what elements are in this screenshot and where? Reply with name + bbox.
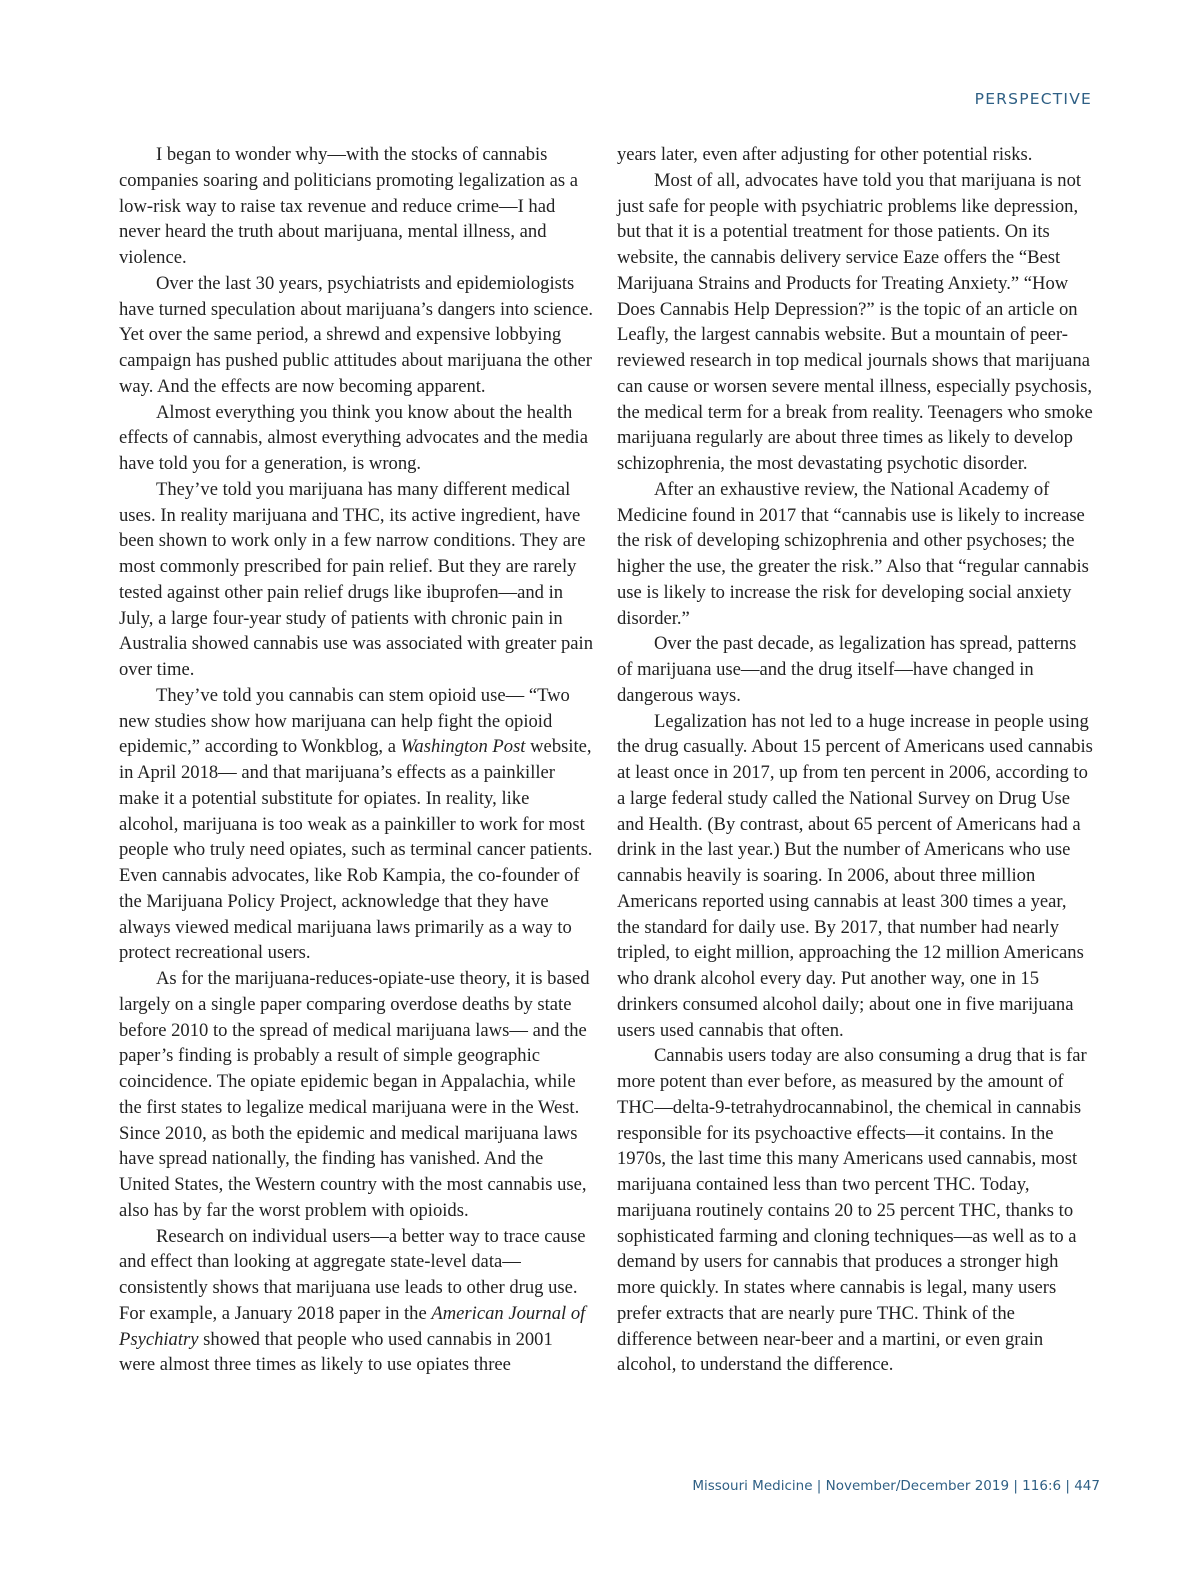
right-column <box>617 142 1093 1378</box>
paragraph: I began to wonder why—with the stocks of cannabis companies soaring and politicians promoting legalization as a low-risk way to raise tax revenue and reduce crime—I had never heard the truth about marijuana, mental illness, and violence. <box>119 144 579 268</box>
paragraph: Over the past decade, as legalization has spread, patterns of marijuana use—and the drug itself—have changed in dangerous ways. <box>617 633 1077 706</box>
paragraph-text: They’ve told you cannabis can stem opioid use— “Two new studies show how marijuana can help fight the opioid epidemic,” according to Wonkblog, a <box>119 684 570 758</box>
paragraph: Most of all, advocates have told you that marijuana is not just safe for people with psychiatric problems like depression, but that it is a potential treatment for those patients. On its website, the cannabis delivery service Eaze offers the “Best Marijuana Strains and Products for Treating Anxiety.” “How Does Cannabis Help Depression?” is the topic of an article on Leafly, the largest cannabis website. But a mountain of peer-reviewed research in top medical journals shows that marijuana can cause or worsen severe mental illness, especially psychosis, the medical term for a break from reality. Teenagers who smoke marijuana regularly are about three times as likely to develop schizophrenia, the most devastating psychotic disorder. <box>617 169 1093 474</box>
paragraph: As for the marijuana-reduces-opiate-use theory, it is based largely on a single paper comparing overdose deaths by state before 2010 to the spread of medical marijuana laws— and the paper’s finding is probably a result of simple geographic coincidence. The opiate epidemic began in Appalachia, while the first states to legalize medical marijuana were in the West. Since 2010, as both the epidemic and medical marijuana laws have spread nationally, the finding has vanished. And the United States, the Western country with the most cannabis use, also has by far the worst problem with opioids. <box>119 968 590 1221</box>
paragraph: After an exhaustive review, the National Academy of Medicine found in 2017 that “cannabis use is likely to increase the risk of developing schizophrenia and other psychoses; the higher the use, the greater the risk.” Also that “regular cannabis use is likely to increase the risk for developing social anxiety disorder.” <box>617 478 1089 629</box>
paragraph-text: website, in April 2018— and that marijuana’s effects as a painkiller make it a potential substitute for opiates. In reality, like alcohol, marijuana is too weak as a painkiller to work for most people who truly need opiates, such as terminal cancer patients. Even cannabis advocates, like Rob Kampia, the co-founder of the Marijuana Policy Project, acknowledge that they have always viewed medical marijuana laws primarily as a way to protect recreational users. <box>119 736 593 964</box>
paragraph: Legalization has not led to a huge increase in people using the drug casually. About 15 percent of Americans used cannabis at least once in 2017, up from ten percent in 2006, according to a large federal study called the National Survey on Drug Use and Health. (By contrast, about 65 percent of Americans had a drink in the last year.) But the number of Americans who use cannabis heavily is soaring. In 2006, about three million Americans reported using cannabis at least 300 times a year, the standard for daily use. By 2017, that number had nearly tripled, to eight million, approaching the 12 million Americans who drank alcohol every day. Put another way, one in 15 drinkers consumed alcohol daily; about one in five marijuana users used cannabis that often. <box>617 710 1093 1041</box>
publication-title: Washington Post <box>400 736 526 758</box>
paragraph: They’ve told you marijuana has many different medical uses. In reality marijuana and THC, its active ingredient, have been shown to work only in a few narrow conditions. They are most commonly prescribed for pain relief. But they are rarely tested against other pain relief drugs like ibuprofen—and in July, a large four-year study of patients with chronic pain in Australia showed cannabis use was associated with greater pain over time. <box>119 478 593 680</box>
paragraph-text: Research on individual users—a better way to trace cause and effect than looking at aggregate state-level data—consistently shows that marijuana use leads to other drug use. For example, a January 2018 paper in the <box>119 1225 586 1324</box>
paragraph: years later, even after adjusting for other potential risks. <box>617 144 1033 165</box>
section-label: PERSPECTIVE <box>974 90 1092 108</box>
paragraph: Over the last 30 years, psychiatrists and epidemiologists have turned speculation about marijuana’s dangers into science. Yet over the same period, a shrewd and expensive lobbying campaign has pushed public attitudes about marijuana the other way. And the effects are now becoming apparent. <box>119 272 593 397</box>
journal-title: American Journal of Psychiatry <box>119 1302 586 1350</box>
paragraph: Almost everything you think you know about the health effects of cannabis, almost everything advocates and the media have told you for a generation, is wrong. <box>119 401 588 474</box>
paragraph: Cannabis users today are also consuming a drug that is far more potent than ever before, as measured by the amount of THC—delta-9-tetrahydrocannabinol, the chemical in cannabis responsible for its psychoactive effects—it contains. In the 1970s, the last time this many Americans used cannabis, most marijuana contained less than two percent THC. Today, marijuana routinely contains 20 to 25 percent THC, thanks to sophisticated farming and cloning techniques—as well as to a demand by users for cannabis that produces a stronger high more quickly. In states where cannabis is legal, many users prefer extracts that are nearly pure THC. Think of the difference between near-beer and a martini, or even grain alcohol, to understand the difference. <box>617 1045 1087 1376</box>
page-footer: Missouri Medicine | November/December 2019 | 116:6 | 447 <box>692 1478 1100 1494</box>
paragraph <box>119 1224 593 1379</box>
left-column <box>119 142 593 1378</box>
paragraph-text: showed that people who used cannabis in 2001 were almost three times as likely to use opiates three <box>119 1328 553 1376</box>
paragraph <box>119 683 593 966</box>
